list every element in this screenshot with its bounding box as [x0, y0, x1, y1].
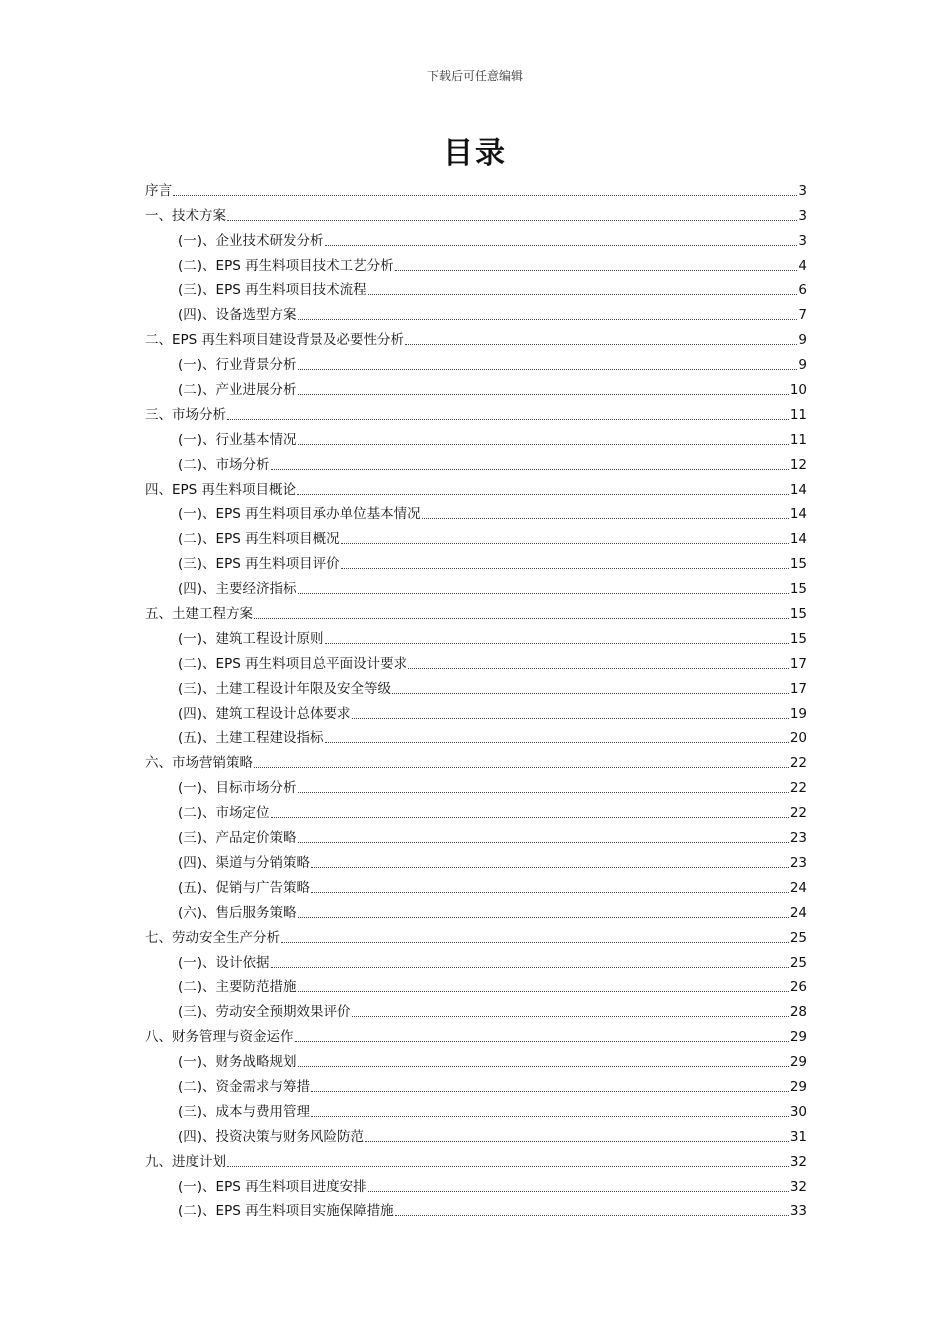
toc-entry-title: (四)、投资决策与财务风险防范 — [178, 1128, 365, 1145]
toc-entry-title: (四)、主要经济指标 — [178, 581, 297, 598]
toc-entry[interactable] — [145, 200, 807, 225]
toc-entry-page-number: 9 — [798, 357, 807, 374]
toc-entry-title: 八、财务管理与资金运作 — [145, 1029, 294, 1046]
toc-entry[interactable] — [145, 872, 807, 897]
dot-leader — [271, 817, 789, 818]
toc-entry-page-number: 23 — [789, 854, 807, 871]
toc-entry-title: 五、土建工程方案 — [145, 606, 253, 623]
dot-leader — [341, 543, 789, 544]
toc-entry[interactable] — [145, 1096, 807, 1121]
toc-entry-page-number: 12 — [789, 456, 807, 473]
toc-entry-page-number: 24 — [789, 904, 807, 921]
dot-leader — [395, 270, 798, 271]
toc-entry[interactable] — [145, 1196, 807, 1221]
toc-entry[interactable] — [145, 1071, 807, 1096]
toc-entry[interactable] — [145, 747, 807, 772]
toc-entry-title: (一)、行业基本情况 — [178, 431, 297, 448]
dot-leader — [173, 195, 797, 196]
toc-entry-title: (二)、EPS 再生料项目总平面设计要求 — [178, 655, 408, 672]
toc-entry-title: (二)、产业进展分析 — [178, 382, 297, 399]
toc-entry-page-number: 29 — [789, 1029, 807, 1046]
toc-entry[interactable] — [145, 424, 807, 449]
toc-entry[interactable] — [145, 772, 807, 797]
dot-leader — [271, 469, 789, 470]
dot-leader — [405, 344, 797, 345]
dot-leader — [254, 767, 789, 768]
toc-entry-title: (二)、市场定位 — [178, 805, 270, 822]
toc-entry-title: (二)、EPS 再生料项目实施保障措施 — [178, 1203, 394, 1220]
toc-entry[interactable] — [145, 996, 807, 1021]
toc-entry-page-number: 3 — [798, 207, 807, 224]
toc-entry-title: (五)、土建工程建设指标 — [178, 730, 324, 747]
toc-entry-page-number: 29 — [789, 1078, 807, 1095]
toc-entry[interactable] — [145, 474, 807, 499]
dot-leader — [227, 1166, 789, 1167]
dot-leader — [352, 1016, 789, 1017]
dot-leader — [298, 394, 789, 395]
dot-leader — [298, 444, 789, 445]
toc-entry[interactable] — [145, 623, 807, 648]
dot-leader — [298, 1066, 789, 1067]
toc-entry-page-number: 15 — [789, 581, 807, 598]
toc-entry[interactable] — [145, 947, 807, 972]
toc-entry[interactable] — [145, 299, 807, 324]
toc-entry-title: (一)、EPS 再生料项目承办单位基本情况 — [178, 506, 421, 523]
toc-entry-page-number: 33 — [789, 1203, 807, 1220]
dot-leader — [271, 967, 789, 968]
toc-entry[interactable] — [145, 548, 807, 573]
toc-entry-title: (二)、主要防范措施 — [178, 979, 297, 996]
toc-entry[interactable] — [145, 399, 807, 424]
dot-leader — [295, 1041, 789, 1042]
toc-entry[interactable] — [145, 449, 807, 474]
toc-entry-page-number: 28 — [789, 1004, 807, 1021]
toc-entry[interactable] — [145, 673, 807, 698]
toc-entry-title: (二)、EPS 再生料项目概况 — [178, 531, 340, 548]
dot-leader — [311, 1116, 789, 1117]
toc-entry-title: (一)、建筑工程设计原则 — [178, 630, 324, 647]
toc-entry-title: (一)、设计依据 — [178, 954, 270, 971]
dot-leader — [298, 369, 798, 370]
dot-leader — [325, 742, 789, 743]
dot-leader — [365, 1141, 789, 1142]
toc-entry-title: (四)、建筑工程设计总体要求 — [178, 705, 351, 722]
toc-entry-title: 二、EPS 再生料项目建设背景及必要性分析 — [145, 332, 405, 349]
toc-entry-page-number: 29 — [789, 1054, 807, 1071]
toc-entry[interactable] — [145, 1121, 807, 1146]
toc-entry-title: (六)、售后服务策略 — [178, 904, 297, 921]
toc-entry-title: (三)、EPS 再生料项目评价 — [178, 556, 340, 573]
dot-leader — [281, 942, 789, 943]
dot-leader — [325, 643, 789, 644]
toc-entry-page-number: 15 — [789, 556, 807, 573]
dot-leader — [298, 991, 789, 992]
toc-entry[interactable] — [145, 972, 807, 997]
toc-entry[interactable] — [145, 250, 807, 275]
toc-entry-page-number: 19 — [789, 705, 807, 722]
toc-entry[interactable] — [145, 897, 807, 922]
toc-entry-title: (一)、目标市场分析 — [178, 780, 297, 797]
toc-entry-page-number: 6 — [798, 282, 807, 299]
toc-entry-title: 序言 — [145, 182, 172, 199]
dot-leader — [298, 792, 789, 793]
dot-leader — [298, 917, 789, 918]
toc-entry-page-number: 9 — [798, 332, 807, 349]
dot-leader — [422, 518, 789, 519]
dot-leader — [368, 1191, 789, 1192]
toc-entry-page-number: 32 — [789, 1178, 807, 1195]
toc-entry-page-number: 22 — [789, 755, 807, 772]
toc-entry-page-number: 15 — [789, 630, 807, 647]
dot-leader — [297, 494, 789, 495]
toc-entry[interactable] — [145, 175, 807, 200]
toc-entry-page-number: 7 — [798, 307, 807, 324]
toc-entry[interactable] — [145, 723, 807, 748]
toc-entry-page-number: 11 — [789, 431, 807, 448]
toc-entry-page-number: 3 — [798, 182, 807, 199]
toc-entry-title: (一)、行业背景分析 — [178, 357, 297, 374]
dot-leader — [325, 245, 798, 246]
toc-entry-title: 七、劳动安全生产分析 — [145, 929, 280, 946]
toc-entry[interactable] — [145, 698, 807, 723]
toc-entry-page-number: 4 — [798, 257, 807, 274]
dot-leader — [311, 1091, 789, 1092]
dot-leader — [254, 618, 789, 619]
toc-entry-page-number: 20 — [789, 730, 807, 747]
dot-leader — [298, 842, 789, 843]
toc-entry-title: (一)、EPS 再生料项目进度安排 — [178, 1178, 367, 1195]
toc-entry-title: (三)、劳动安全预期效果评价 — [178, 1004, 351, 1021]
dot-leader — [298, 593, 789, 594]
toc-entry[interactable] — [145, 922, 807, 947]
toc-entry[interactable] — [145, 1046, 807, 1071]
toc-entry-title: 一、技术方案 — [145, 207, 226, 224]
toc-entry-page-number: 25 — [789, 954, 807, 971]
toc-entry-title: (五)、促销与广告策略 — [178, 879, 311, 896]
toc-entry[interactable] — [145, 1146, 807, 1171]
toc-entry-page-number: 14 — [789, 531, 807, 548]
dot-leader — [395, 1215, 789, 1216]
toc-entry-title: 九、进度计划 — [145, 1153, 226, 1170]
toc-entry-page-number: 17 — [789, 680, 807, 697]
toc-entry-page-number: 11 — [789, 406, 807, 423]
dot-leader — [298, 319, 798, 320]
toc-entry[interactable] — [145, 1171, 807, 1196]
table-of-contents — [145, 175, 807, 1220]
page-header: 下载后可任意编辑 — [426, 69, 523, 83]
dot-leader — [408, 668, 789, 669]
toc-entry[interactable] — [145, 324, 807, 349]
toc-entry-title: (二)、EPS 再生料项目技术工艺分析 — [178, 257, 394, 274]
toc-entry-page-number: 14 — [789, 481, 807, 498]
toc-entry-title: 四、EPS 再生料项目概论 — [145, 481, 297, 498]
toc-entry[interactable] — [145, 847, 807, 872]
toc-entry[interactable] — [145, 275, 807, 300]
dot-leader — [311, 892, 789, 893]
toc-entry-page-number: 23 — [789, 830, 807, 847]
toc-entry-page-number: 3 — [798, 232, 807, 249]
toc-entry[interactable] — [145, 523, 807, 548]
dot-leader — [341, 568, 789, 569]
page-title: 目录 — [443, 136, 507, 171]
toc-entry-title: (三)、EPS 再生料项目技术流程 — [178, 282, 367, 299]
toc-entry-page-number: 17 — [789, 655, 807, 672]
toc-entry-title: (四)、渠道与分销策略 — [178, 854, 311, 871]
toc-entry-title: 三、市场分析 — [145, 406, 226, 423]
toc-entry-title: (一)、企业技术研发分析 — [178, 232, 324, 249]
toc-entry-title: (三)、产品定价策略 — [178, 830, 297, 847]
toc-entry[interactable] — [145, 374, 807, 399]
toc-entry-page-number: 22 — [789, 805, 807, 822]
dot-leader — [311, 867, 789, 868]
toc-entry-title: (三)、成本与费用管理 — [178, 1103, 311, 1120]
toc-entry-title: (二)、资金需求与筹措 — [178, 1078, 311, 1095]
toc-entry[interactable] — [145, 598, 807, 623]
toc-entry[interactable] — [145, 822, 807, 847]
toc-entry-page-number: 31 — [789, 1128, 807, 1145]
toc-entry-page-number: 15 — [789, 606, 807, 623]
toc-entry-title: 六、市场营销策略 — [145, 755, 253, 772]
toc-entry-page-number: 25 — [789, 929, 807, 946]
toc-entry-title: (二)、市场分析 — [178, 456, 270, 473]
dot-leader — [227, 419, 789, 420]
toc-entry[interactable] — [145, 648, 807, 673]
toc-entry[interactable] — [145, 1021, 807, 1046]
toc-entry-title: (四)、设备选型方案 — [178, 307, 297, 324]
toc-entry[interactable] — [145, 797, 807, 822]
dot-leader — [392, 693, 789, 694]
toc-entry-page-number: 22 — [789, 780, 807, 797]
toc-entry-title: (一)、财务战略规划 — [178, 1054, 297, 1071]
toc-entry-page-number: 26 — [789, 979, 807, 996]
dot-leader — [352, 718, 789, 719]
toc-entry-title: (三)、土建工程设计年限及安全等级 — [178, 680, 392, 697]
toc-entry-page-number: 30 — [789, 1103, 807, 1120]
dot-leader — [227, 220, 797, 221]
toc-entry-page-number: 14 — [789, 506, 807, 523]
toc-entry-page-number: 24 — [789, 879, 807, 896]
toc-entry-page-number: 10 — [789, 382, 807, 399]
toc-entry[interactable] — [145, 573, 807, 598]
toc-entry[interactable] — [145, 349, 807, 374]
dot-leader — [368, 294, 798, 295]
toc-entry[interactable] — [145, 225, 807, 250]
toc-entry-page-number: 32 — [789, 1153, 807, 1170]
toc-entry[interactable] — [145, 499, 807, 524]
